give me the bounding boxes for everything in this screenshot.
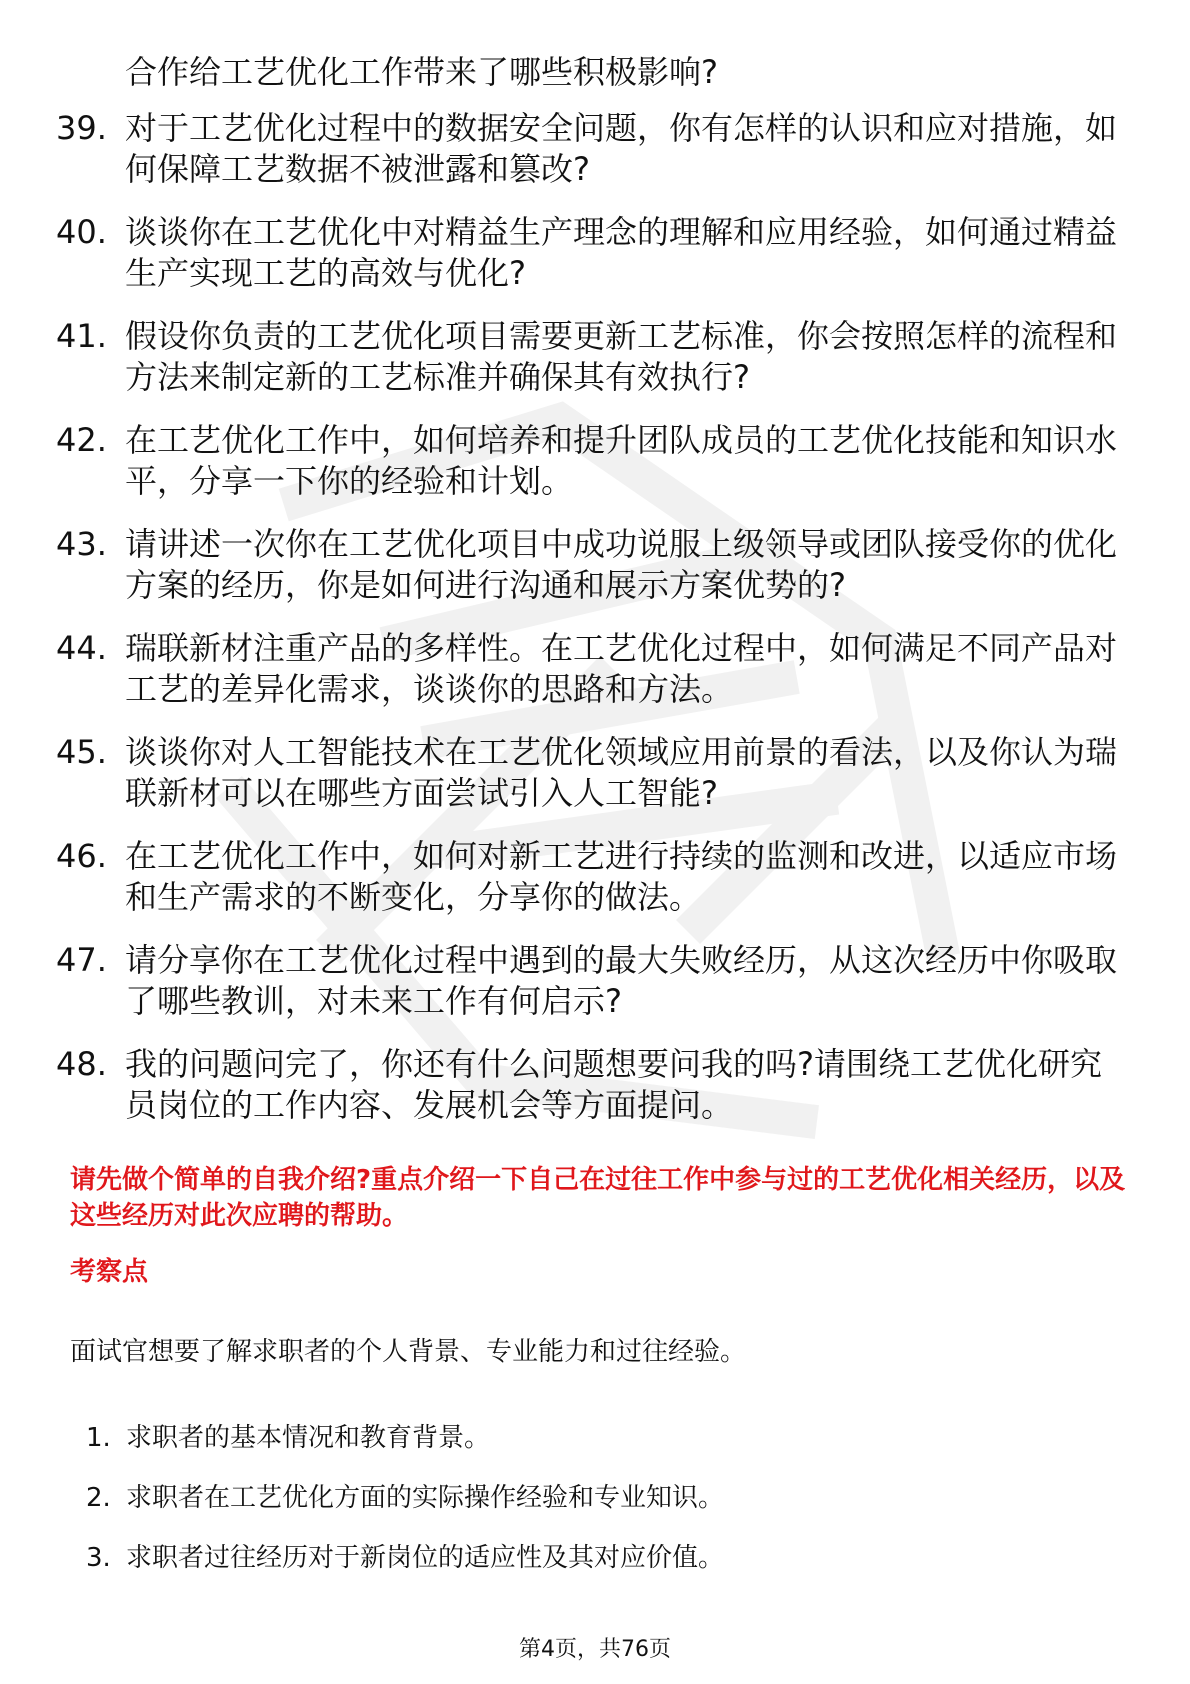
question-item (56, 1044, 1126, 1126)
page-footer: 第4页，共76页 (519, 1637, 671, 1662)
question-continuation-text: 合作给工艺优化工作带来了哪些积极影响? (125, 53, 718, 91)
question-number: 48. (56, 1045, 107, 1083)
question-text: 在工艺优化工作中，如何培养和提升团队成员的工艺优化技能和知识水平，分享一下你的经验和计划。 (125, 421, 1118, 500)
question-number: 47. (56, 941, 107, 979)
question-item (56, 212, 1126, 294)
question-text: 谈谈你对人工智能技术在工艺优化领域应用前景的看法，以及你认为瑞联新材可以在哪些方面尝试引入人工智能? (125, 733, 1118, 812)
list-item (86, 1540, 724, 1576)
question-item (56, 316, 1126, 398)
question-item (56, 420, 1126, 502)
list-item-text: 求职者的基本情况和教育背景。 (126, 1423, 491, 1453)
question-text: 假设你负责的工艺优化项目需要更新工艺标准，你会按照怎样的流程和方法来制定新的工艺标准并确保其有效执行? (125, 317, 1118, 396)
question-text: 请讲述一次你在工艺优化项目中成功说服上级领导或团队接受你的优化方案的经历，你是如何进行沟通和展示方案优势的? (125, 525, 1118, 604)
intro-paragraph: 面试官想要了解求职者的个人背景、专业能力和过往经验。 (70, 1337, 747, 1367)
list-item (86, 1480, 724, 1516)
highlighted-question: 请先做个简单的自我介绍?重点介绍一下自己在过往工作中参与过的工艺优化相关经历，以及这些经历对此次应聘的帮助。 (70, 1165, 1126, 1231)
question-text: 对于工艺优化过程中的数据安全问题，你有怎样的认识和应对措施，如何保障工艺数据不被泄露和篡改? (125, 109, 1118, 188)
question-item (56, 628, 1126, 710)
question-item (56, 108, 1126, 190)
question-number: 41. (56, 317, 107, 355)
question-text: 我的问题问完了，你还有什么问题想要问我的吗?请围绕工艺优化研究员岗位的工作内容、发展机会等方面提问。 (125, 1045, 1102, 1124)
question-text: 在工艺优化工作中，如何对新工艺进行持续的监测和改进，以适应市场和生产需求的不断变化，分享你的做法。 (125, 837, 1118, 916)
section-heading: 考察点 (70, 1257, 149, 1287)
question-item (56, 940, 1126, 1022)
question-item (56, 732, 1126, 814)
question-number: 44. (56, 629, 107, 667)
list-item-text: 求职者过往经历对于新岗位的适应性及其对应价值。 (126, 1543, 725, 1573)
question-number: 45. (56, 733, 107, 771)
list-item (86, 1420, 490, 1456)
list-item-number: 2. (86, 1483, 111, 1513)
question-number: 46. (56, 837, 107, 875)
question-text: 瑞联新材注重产品的多样性。在工艺优化过程中，如何满足不同产品对工艺的差异化需求，谈谈你的思路和方法。 (125, 629, 1118, 708)
question-number: 42. (56, 421, 107, 459)
question-item (56, 836, 1126, 918)
list-item-number: 3. (86, 1543, 111, 1573)
question-item (56, 524, 1126, 606)
question-text: 请分享你在工艺优化过程中遇到的最大失败经历，从这次经历中你吸取了哪些教训，对未来工作有何启示? (125, 941, 1118, 1020)
question-text: 谈谈你在工艺优化中对精益生产理念的理解和应用经验，如何通过精益生产实现工艺的高效与优化? (125, 213, 1118, 292)
question-number: 40. (56, 213, 107, 251)
question-number: 39. (56, 109, 107, 147)
question-number: 43. (56, 525, 107, 563)
list-item-number: 1. (86, 1423, 111, 1453)
list-item-text: 求职者在工艺优化方面的实际操作经验和专业知识。 (126, 1483, 725, 1513)
